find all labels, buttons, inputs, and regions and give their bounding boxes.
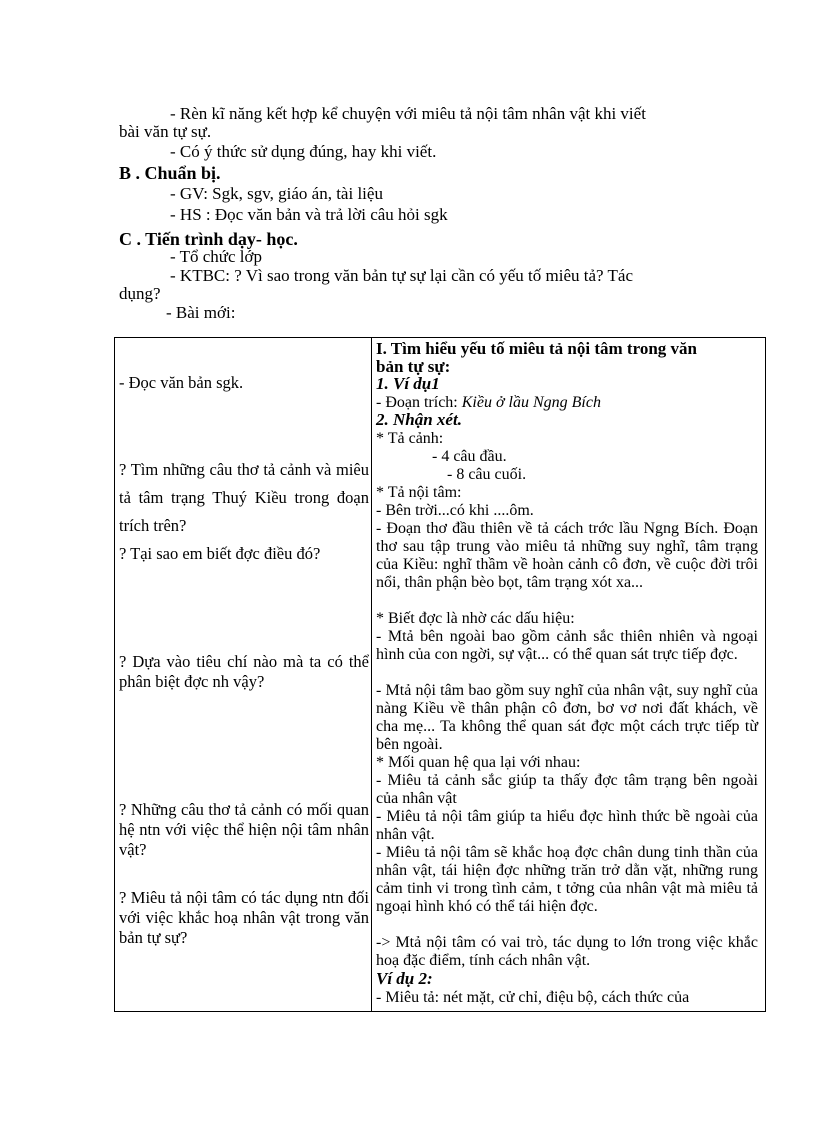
inner-feelings-lines: - Bên trời...có khi ....ôm. [376,502,534,519]
class-organization: - Tổ chức lớp [170,247,263,266]
analysis-paragraph: - Đoạn thơ đầu thiên về tả cách trớc lầu Ngng Bích. Đoạn thơ sau tập trung vào miêu tả những suy nghĩ, tâm trạng của Kiều: nghĩ thầm về hoàn cảnh cô đơn, về cuộc đời trôi nổi, thân phận bèo bọt, tâm trạng xót xa... [376,520,758,591]
section-c-heading: C . Tiến trình dạy- học. [119,229,298,249]
question-criteria: ? Dựa vào tiêu chí nào mà ta có thể phân biệt đợc nh vậy? [119,652,369,691]
observation-heading: 2. Nhận xét. [376,410,462,429]
objective-attitude: - Có ý thức sử dụng đúng, hay khi viết. [170,142,437,161]
example-2-heading: Ví dụ 2: [376,969,433,988]
relationship-label: * Mối quan hệ qua lại với nhau: [376,754,581,771]
question-read-text: - Đọc văn bản sgk. [119,373,244,392]
scenery-label: * Tả cảnh: [376,430,444,447]
example-2-description: - Miêu tả: nét mặt, cử chỉ, điệu bộ, cách thức của [376,989,690,1006]
prep-student: - HS : Đọc văn bản và trả lời câu hỏi sgk [170,205,448,224]
content-heading-1: I. Tìm hiểu yếu tố miêu tả nội tâm trong văn [376,339,697,358]
question-relationship: ? Những câu thơ tả cảnh có mối quan hệ ntn với việc thể hiện nội tâm nhân vật? [119,800,369,859]
question-effect: ? Miêu tả nội tâm có tác dụng ntn đối với việc khắc hoạ nhân vật trong văn bản tự sự? [119,888,369,947]
objective-skill-cont: bài văn tự sự. [119,122,212,141]
inner-feelings-label: * Tả nội tâm: [376,484,462,501]
question-find-verses: ? Tìm những câu thơ tả cảnh và miêu tả tâm trạng Thuý Kiều trong đoạn trích trên? [119,460,369,535]
section-b-heading: B . Chuẩn bị. [119,163,221,183]
internal-description: - Mtả nội tâm bao gồm suy nghĩ của nhân vật, suy nghĩ của nàng Kiều về thân phận cô đơn, bơ vơ nơi đất khách, về cha mẹ... Ta không thể quan sát đợc một cách trực tiếp từ bên ngoài. [376,682,758,753]
question-how-know: ? Tại sao em biết đợc điều đó? [119,544,321,563]
old-lesson-check: - KTBC: ? Vì sao trong văn bản tự sự lại cần có yếu tố miêu tả? Tác [170,266,633,285]
conclusion: -> Mtả nội tâm có vai trò, tác dụng to lớn trong việc khắc hoạ đặc điểm, tính cách nhân vật. [376,934,758,969]
lesson-table [114,337,766,1012]
prep-teacher: - GV: Sgk, sgv, giáo án, tài liệu [170,184,383,203]
old-lesson-check-cont: dụng? [119,284,161,303]
external-description: - Mtả bên ngoài bao gồm cảnh sắc thiên nhiên và ngoại hình của con ngời, sự vật... có thể quan sát trực tiếp đợc. [376,628,758,663]
signs-label: * Biết đợc là nhờ các dấu hiệu: [376,610,575,627]
first-four-lines: - 4 câu đầu. [432,448,507,465]
excerpt-title: Kiều ở lầu Ngng Bích [461,394,601,411]
example-1-heading: 1. Ví dụ1 [376,374,440,393]
excerpt-prefix: - Đoạn trích: [376,394,462,411]
inner-effect: - Miêu tả nội tâm giúp ta hiểu đợc hình thức bề ngoài của nhân vật. [376,808,758,843]
content-heading-1-cont: bản tự sự: [376,357,451,376]
objective-skill: - Rèn kĩ năng kết hợp kể chuyện với miêu tả nội tâm nhân vật khi viết [170,104,646,123]
lesson-content-column [372,338,766,1012]
scenery-effect: - Miêu tả cảnh sắc giúp ta thấy đợc tâm trạng bên ngoài của nhân vật [376,772,758,807]
teacher-questions-column [115,338,372,1012]
last-eight-lines: - 8 câu cuối. [447,466,527,483]
new-lesson: - Bài mới: [166,303,236,322]
inner-portrait-effect: - Miêu tả nội tâm sẽ khắc hoạ đợc chân dung tinh thần của nhân vật, tái hiện đợc những trăn trở dằn vặt, những rung cảm tinh vi trong tình cảm, t tởng của nhân vật mà miêu tả ngoại hình khó có thể tái hiện đợc. [376,844,758,915]
